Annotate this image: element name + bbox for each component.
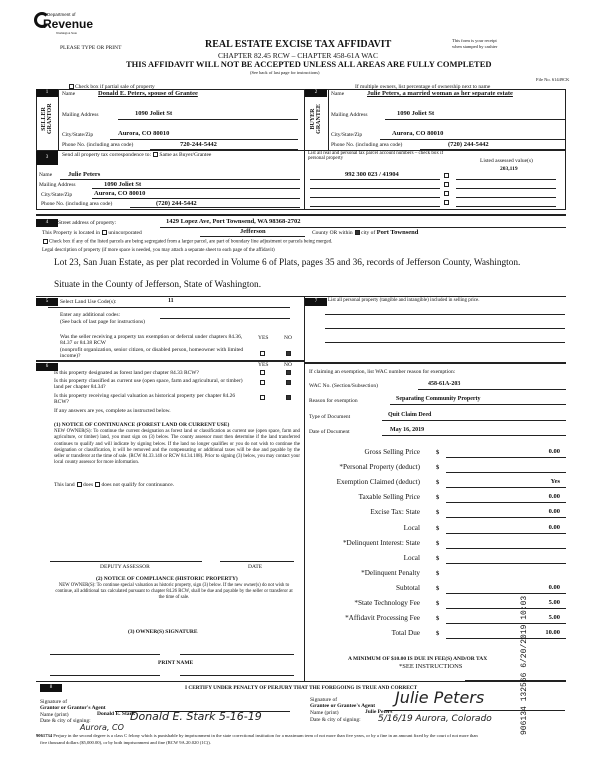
fee-line: [446, 548, 566, 549]
current-use-question: Is this property classified as current use (open space, farm and agricultural, or timber) land per chapter 84.34?: [54, 378, 243, 390]
instruction: If any answers are yes, complete as instructed below.: [54, 408, 171, 414]
exemption-question: (nonprofit organization, senior citizen, or disabled person, homeowner with limited income)?: [60, 347, 244, 359]
same-as-buyer-checkbox[interactable]: [153, 152, 158, 157]
receipt-note: This form is your receipt: [452, 38, 497, 43]
file-number: File No. 61449CK: [536, 77, 570, 82]
fee-value[interactable]: 5.00: [548, 599, 560, 606]
perjury-text: Perjury in the second degree is a class C felony which is punishable by imprisonment in the state correctional institution for a maximum term of not more than five years, or by a fine in an amount fixed by the court of not more than: [53, 733, 478, 738]
fee-line: [446, 608, 566, 609]
fee-row-label: *State Technology Fee: [354, 599, 420, 607]
logo-text: Department of: [47, 12, 76, 17]
grantee-date-city[interactable]: 5/16/19 Aurora, Colorado: [378, 714, 492, 724]
dollar-sign: $: [436, 509, 440, 517]
deputy-assessor-label: DEPUTY ASSESSOR: [100, 564, 150, 570]
label: If claiming an exemption, list WAC number reason for exemption:: [309, 369, 456, 375]
does-checkbox[interactable]: [77, 482, 82, 487]
seller-address[interactable]: 1090 Joliet St: [135, 110, 173, 117]
label: Grantee or Grantee's Agent: [310, 703, 376, 709]
label: Date & city of signing:: [310, 717, 361, 723]
minimum-notice: A MINIMUM OF $10.00 IS DUE IN FEE(S) AND/OR TAX: [348, 656, 488, 662]
personal-property-checkbox[interactable]: [444, 191, 449, 196]
dollar-sign: $: [436, 615, 440, 623]
fee-value[interactable]: 0.00: [548, 508, 560, 516]
no-header: NO: [284, 335, 292, 341]
see-instructions: *SEE INSTRUCTIONS: [399, 663, 463, 670]
personal-property-checkbox[interactable]: [444, 200, 449, 205]
logo-text: Revenue: [43, 17, 94, 31]
section-number: 8: [40, 684, 62, 692]
label: Name: [331, 91, 345, 97]
exempt-no-checkbox[interactable]: [286, 351, 291, 356]
fee-row-label: Local: [403, 523, 420, 532]
section-number: 5: [36, 298, 58, 306]
dollar-sign: $: [436, 464, 440, 472]
land-use-code[interactable]: 11: [168, 298, 174, 304]
fee-row-label: Exemption Claimed (deduct): [336, 478, 420, 487]
document-type[interactable]: Quit Claim Deed: [388, 412, 432, 418]
current-use-yes-checkbox[interactable]: [260, 380, 265, 385]
tax-correspondence-label: [62, 152, 211, 158]
fee-value[interactable]: 0.00: [548, 448, 560, 455]
label: Grantor or Grantor's Agent: [40, 705, 106, 711]
label: unincorporated: [108, 230, 142, 236]
form-chapter: CHAPTER 82.45 RCW – CHAPTER 458-61A WAC: [218, 51, 378, 60]
fee-line: [446, 502, 566, 503]
parcel-number[interactable]: 992 300 023 / 41904: [345, 171, 399, 178]
perjury-text: five thousand dollars ($5,000.00), or by both imprisonment and fine (RCW 9A.20.020 (1C)).: [40, 740, 211, 745]
fee-line: [446, 623, 566, 624]
buyer-grantee-label: BUYER GRANTEE: [310, 104, 322, 134]
fee-value[interactable]: 10.00: [545, 629, 560, 637]
label: County OR within: [312, 230, 353, 236]
buyer-phone[interactable]: (720) 244-5442: [448, 141, 489, 148]
label: Mailing Address: [331, 112, 368, 118]
fee-value[interactable]: 0.00: [548, 493, 560, 501]
city-checkbox[interactable]: [355, 230, 360, 235]
fee-line: [446, 487, 566, 488]
notice-compliance-text: NEW OWNER(S): To continue special valuation as historic property, sign (3) below. If the new owner(s) do not wish to continue, all additional tax calculated pursuant to chapter 84.26 RCW, shall be due and payable by the seller or transferor at the time of sale.: [55, 583, 293, 600]
label: Same as Buyer/Grantee: [159, 152, 212, 158]
seller-grantor-label: SELLER GRANTOR: [41, 103, 53, 134]
continuance-line: [54, 482, 174, 488]
label: Signature of: [40, 699, 68, 705]
fee-row-label: Taxable Selling Price: [358, 493, 420, 502]
label: Phone No. (including area code): [331, 142, 403, 148]
dollar-sign: $: [436, 630, 440, 638]
label: This Property is located in: [42, 230, 101, 236]
fee-value[interactable]: Yes: [550, 478, 560, 486]
label: Select Land Use Code(s):: [60, 299, 117, 305]
label: City/State/Zip: [331, 132, 363, 138]
label: city of: [361, 230, 376, 236]
fee-row-label: Total Due: [391, 629, 420, 638]
label: This land: [54, 482, 75, 488]
property-address[interactable]: 1429 Lopez Ave, Port Townsend, WA 98368-2702: [166, 218, 301, 225]
perjury-notice: [36, 733, 478, 738]
fee-value[interactable]: 5.00: [548, 614, 560, 622]
dollar-sign: $: [436, 494, 440, 502]
label: Signature of: [310, 697, 338, 703]
logo-text: Washington State: [56, 31, 78, 35]
please-type: PLEASE TYPE OR PRINT: [60, 45, 122, 51]
fee-line: [446, 593, 566, 594]
recording-stamp: 906134 132566 6/20/2019 10:03: [520, 595, 529, 735]
label: City/State/Zip: [62, 132, 94, 138]
seller-phone[interactable]: 720-244-5442: [180, 141, 217, 148]
forest-question: Is this property designated as forest land per chapter 84.33 RCW?: [54, 370, 199, 376]
tax-name[interactable]: Julie Peters: [68, 171, 101, 178]
certify-title: I CERTIFY UNDER PENALTY OF PERJURY THAT THE FOREGOING IS TRUE AND CORRECT: [185, 685, 418, 691]
legal-description[interactable]: Situate in the County of Jefferson, State of Washington.: [54, 280, 262, 290]
tax-phone[interactable]: (720) 244-5442: [156, 200, 197, 207]
section-number: 3: [36, 151, 58, 165]
notice-continuance-title: (1) NOTICE OF CONTINUANCE (FOREST LAND OR CURRENT USE): [54, 422, 230, 428]
historic-no-checkbox[interactable]: [286, 395, 291, 400]
does-not-checkbox[interactable]: [95, 482, 100, 487]
see-back: (See back of last page for instructions): [250, 70, 320, 75]
fee-row-label: *Delinquent Penalty: [361, 568, 420, 577]
dollar-sign: $: [436, 600, 440, 607]
no-header: NO: [284, 362, 292, 368]
label: Type of Document: [309, 414, 351, 420]
fee-row-label: *Delinquent Interest: State: [342, 538, 420, 547]
legal-description[interactable]: Lot 23, San Juan Estate, as per plat recorded in Volume 6 of Plats, pages 35 and 36, records of Jefferson County, Washington.: [54, 258, 521, 268]
section-number: 6: [36, 363, 58, 371]
historic-yes-checkbox[interactable]: [260, 395, 265, 400]
buyer-address[interactable]: 1090 Joliet St: [397, 110, 435, 117]
personal-property-checkbox[interactable]: [444, 182, 449, 187]
dollar-sign: $: [436, 569, 440, 577]
grantee-print-name[interactable]: Julie Peters: [365, 709, 393, 715]
label: Enter any additional codes:: [60, 312, 121, 318]
section-number: 4: [36, 219, 58, 227]
label: Mailing Address: [39, 182, 76, 188]
fee-value[interactable]: 0.00: [548, 523, 560, 531]
city-line: [312, 229, 418, 236]
yes-header: YES: [258, 362, 269, 368]
label: WAC No. (Section/Subsection): [309, 383, 378, 389]
label: does: [83, 482, 94, 488]
fee-line: [446, 472, 566, 473]
fee-line: [446, 533, 566, 534]
unincorporated-checkbox[interactable]: [102, 230, 107, 235]
owner-signature-title: (3) OWNER(S) SIGNATURE: [128, 629, 198, 635]
fee-row-label: *Affidavit Processing Fee: [345, 614, 420, 623]
section-number: 2: [305, 89, 327, 97]
section-number: 7: [305, 298, 327, 306]
fee-line: [446, 457, 566, 458]
label: Mailing Address: [62, 112, 99, 118]
notice-continuance-text: NEW OWNER(S): To continue the current designation as forest land or classification as current use (open space, farm and agriculture, or timber) land, you must sign on (3) below. The county assessor must then determine if the land transferred continues to qualify and will indicate by signing below. If the land no longer qualifies or you do not wish to continue the designation or classification, it will be removed and the compensating or additional taxes will be due and payable by the seller or transferor at the time of sale. (RCW 84.33.140 or RCW 84.34.108). Prior to signing (3) below, you may contact your local county assessor for more information.: [54, 429, 300, 466]
label: Name (print): [310, 710, 339, 716]
buyer-city[interactable]: Aurora, CO 80010: [392, 130, 444, 137]
segregated-checkbox[interactable]: [43, 239, 48, 244]
historic-question: Is this property receiving special valuation as historical property per chapter 84.26 RCW?: [54, 393, 236, 405]
label: does not qualify for continuance.: [101, 482, 175, 488]
exempt-yes-checkbox[interactable]: [260, 351, 265, 356]
tax-city[interactable]: Aurora, CO 80010: [94, 190, 146, 197]
grantee-signature[interactable]: Julie Peters: [395, 688, 485, 707]
label: Phone No. (including area code): [62, 142, 134, 148]
parcel-label: List all real and personal tax parcel account numbers – check box if personal property: [308, 151, 444, 161]
exemption-question: Was the seller receiving a property tax exemption or deferral under chapters 84.36, 84.37 or 84.38 RCW: [60, 334, 243, 346]
document-date[interactable]: May 16, 2019: [390, 427, 425, 433]
label: Name: [39, 172, 53, 178]
fee-row-label: Local: [403, 553, 420, 562]
exemption-reason[interactable]: Separating Community Property: [396, 396, 481, 402]
dollar-sign: $: [436, 479, 440, 487]
print-name-label: PRINT NAME: [158, 660, 194, 666]
dollar-sign: $: [436, 524, 440, 532]
fee-row-label: Gross Selling Price: [364, 448, 420, 456]
label: Check box if any of the listed parcels are being segregated from a larger parcel, are part of boundary line adjustment or parcels being merged.: [49, 239, 333, 245]
legal-label: Legal description of property (if more space is needed, you may attach a separate sheet to each page of the affidavit): [42, 248, 275, 253]
label: Date of Document: [309, 429, 350, 435]
date-label: DATE: [248, 564, 263, 570]
dollar-sign: $: [436, 554, 440, 562]
buyer-name[interactable]: Julie Peters, a married woman as her separate estate: [367, 90, 513, 97]
bottom-stamp: 9061734: [36, 733, 53, 738]
assessed-label: Listed assessed value(s): [480, 158, 533, 164]
city[interactable]: Port Townsend: [376, 229, 419, 236]
form-warning: THIS AFFIDAVIT WILL NOT BE ACCEPTED UNLESS ALL AREAS ARE FULLY COMPLETED: [126, 59, 492, 69]
label: Street address of property:: [58, 220, 117, 226]
forest-no-checkbox[interactable]: [286, 370, 291, 375]
label: Name (print): [40, 712, 69, 718]
seller-name[interactable]: Donald E. Peters, spouse of Grantee: [98, 90, 198, 97]
label: City/State/Zip: [41, 192, 73, 198]
fee-row-label: Excise Tax: State: [370, 508, 420, 517]
forest-yes-checkbox[interactable]: [260, 370, 265, 375]
multiple-owners-note: If multiple owners, list percentage of ownership next to name: [355, 84, 491, 90]
dollar-sign: $: [436, 449, 440, 456]
location-line: [42, 230, 142, 236]
current-use-no-checkbox[interactable]: [286, 380, 291, 385]
dollar-sign: $: [436, 539, 440, 547]
partial-sale-label: Check box if partial sale of property: [75, 84, 155, 90]
assessed-value[interactable]: 203,119: [500, 166, 518, 172]
label: (See back of last page for instructions): [60, 319, 145, 325]
grantor-city-signed[interactable]: Aurora, CO: [80, 723, 124, 732]
receipt-note: when stamped by cashier: [452, 44, 498, 49]
personal-property-label: List all personal property (tangible and intangible) included in selling price.: [328, 298, 480, 303]
segregated-line: [42, 239, 332, 245]
label: Date & city of signing:: [40, 718, 91, 724]
label: Phone No. (including area code): [41, 201, 113, 207]
notice-compliance-title: (2) NOTICE OF COMPLIANCE (HISTORIC PROPERTY): [96, 576, 238, 582]
tax-address[interactable]: 1090 Joliet St: [104, 181, 142, 188]
seller-city[interactable]: Aurora, CO 80010: [118, 130, 170, 137]
label: Send all property tax correspondence to:: [62, 152, 152, 158]
grantor-signature[interactable]: Donald E. Stark 5-16-19: [130, 710, 262, 723]
county[interactable]: Jefferson: [240, 228, 266, 235]
fee-row-label: *Personal Property (deduct): [339, 463, 420, 472]
label: Name: [62, 91, 76, 97]
fee-value[interactable]: 0.00: [548, 583, 560, 591]
grantor-print-name[interactable]: Donald E. Stark: [97, 711, 136, 717]
yes-header: YES: [258, 335, 269, 341]
fee-row-label: Subtotal: [396, 583, 420, 592]
fee-line: [446, 563, 566, 564]
label: Reason for exemption: [309, 398, 358, 404]
wac-number[interactable]: 458-61A-203: [428, 381, 461, 387]
personal-property-checkbox[interactable]: [444, 173, 449, 178]
fee-line: [446, 638, 566, 639]
dollar-sign: $: [436, 584, 440, 592]
form-title: REAL ESTATE EXCISE TAX AFFIDAVIT: [205, 39, 392, 50]
fee-line: [446, 517, 566, 518]
section-number: 1: [36, 89, 58, 97]
